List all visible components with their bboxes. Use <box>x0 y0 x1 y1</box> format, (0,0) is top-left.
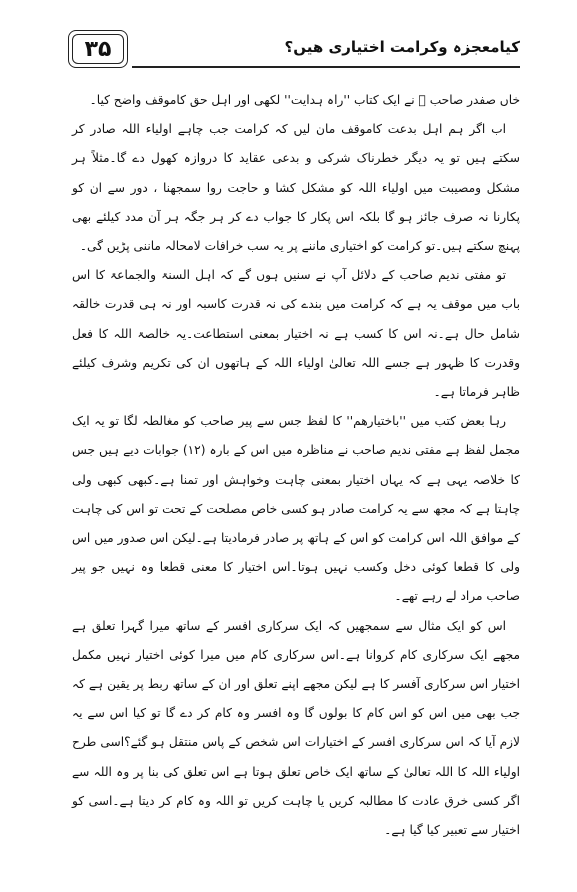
page-header <box>72 34 520 76</box>
paragraph-3: تو مفتی ندیم صاحب کے دلائل آپ نے سنیں ہوں گے کہ اہل السنۃ والجماعۃ کا اس باب میں موقف یہ ہے کہ کرامت میں بندے کی نہ قدرت کاسبہ اور نہ ہی قدرت خالقہ شامل حال ہے۔نہ اس کا کسب ہے نہ اختیار بمعنی استطاعت۔یہ خالصۃ اللہ کا فعل وقدرت کا ظہور ہے جسے اللہ تعالیٰ اولیاء اللہ کے ہاتھوں ان کی تکریم وشرف کیلئے ظاہر فرماتا ہے۔ <box>72 268 520 400</box>
header-rule <box>132 66 520 68</box>
paragraph-1: خاں صفدر صاحب ﷫ نے ایک کتاب ''راہ ہدایت'' لکھی اور اہل حق کاموقف واضح کیا۔ <box>89 93 520 107</box>
paragraph-4: رہا بعض کتب میں ''باختیارھم'' کا لفظ جس سے پیر صاحب کو مغالطہ لگا تو یہ ایک مجمل لفظ ہے مفتی ندیم صاحب نے مناظرہ میں اس کے بارہ (۱۲) جوابات دیے ہیں جس کا خلاصہ یہی ہے کہ یہاں اختیار بمعنی چاہت وخواہش اور تمنا ہے۔کبھی کبھی ولی چاہتا ہے کہ مجھ سے یہ کرامت صادر ہو کسی خاص مصلحت کے تحت تو اس کی چاہت کے موافق اللہ اس کرامت کو اس کے ہاتھ پر صادر فرمادیتا ہے۔لیکن اس صدور میں اس ولی کا قطعا کوئی دخل وکسب نہیں ہوتا۔اس اختیار کا معنی قطعا وہ نہیں جو پیر صاحب مراد لے رہے تھے۔ <box>72 414 520 604</box>
body-text <box>72 86 520 845</box>
paragraph-5: اس کو ایک مثال سے سمجھیں کہ ایک سرکاری افسر کے ساتھ میرا گہرا تعلق ہے مجھے ایک سرکاری کام کروانا ہے۔اس سرکاری کام میں میرا کوئی اختیار نہیں مکمل اختیار اس سرکاری آفسر کا ہے لیکن مجھے اپنے تعلق اور ان کے ساتھ ربط پر یقین ہے کہ جب بھی میں اس کو اس کام کا بولوں گا وہ افسر وہ کام کر دے گا تو کیا اس سے یہ لازم آیا کہ اس سرکاری افسر کے اختیارات اس شخص کے پاس منتقل ہو گئے؟اسی طرح اولیاء اللہ کا اللہ تعالیٰ کے ساتھ ایک خاص تعلق ہوتا ہے اس تعلق کی بنا پر وہ اللہ سے اگر کسی خرق عادت کا مطالبہ کریں یا چاہت کریں تو اللہ وہ کام کر دیتا ہے۔اسی کو اختیار سے تعبیر کیا گیا ہے۔ <box>72 618 520 838</box>
running-title: کیامعجزہ وکرامت اختیاری ھیں؟ <box>284 38 520 56</box>
paragraph-2: اب اگر ہم اہل بدعت کاموقف مان لیں کہ کرامت جب چاہے اولیاء اللہ صادر کر سکتے ہیں تو یہ دیگر خطرناک شرکی و بدعی عقاید کا دروازہ کھول دے گا۔مثلاً ہر مشکل ومصیبت میں اولیاء اللہ کو مشکل کشا و حاجت روا سمجھنا ، دور سے ان کو پکارنا نہ صرف جائز ہو گا بلکہ اس پکار کا جواب دے کر ہر جگہ ہر آن مدد کیلئے بھی پہنچ سکتے ہیں۔تو کرامت کو اختیاری ماننے پر یہ سب خرافات لامحالہ ماننی پڑیں گی۔ <box>72 122 520 254</box>
page-number: ۳۵ <box>72 34 124 64</box>
